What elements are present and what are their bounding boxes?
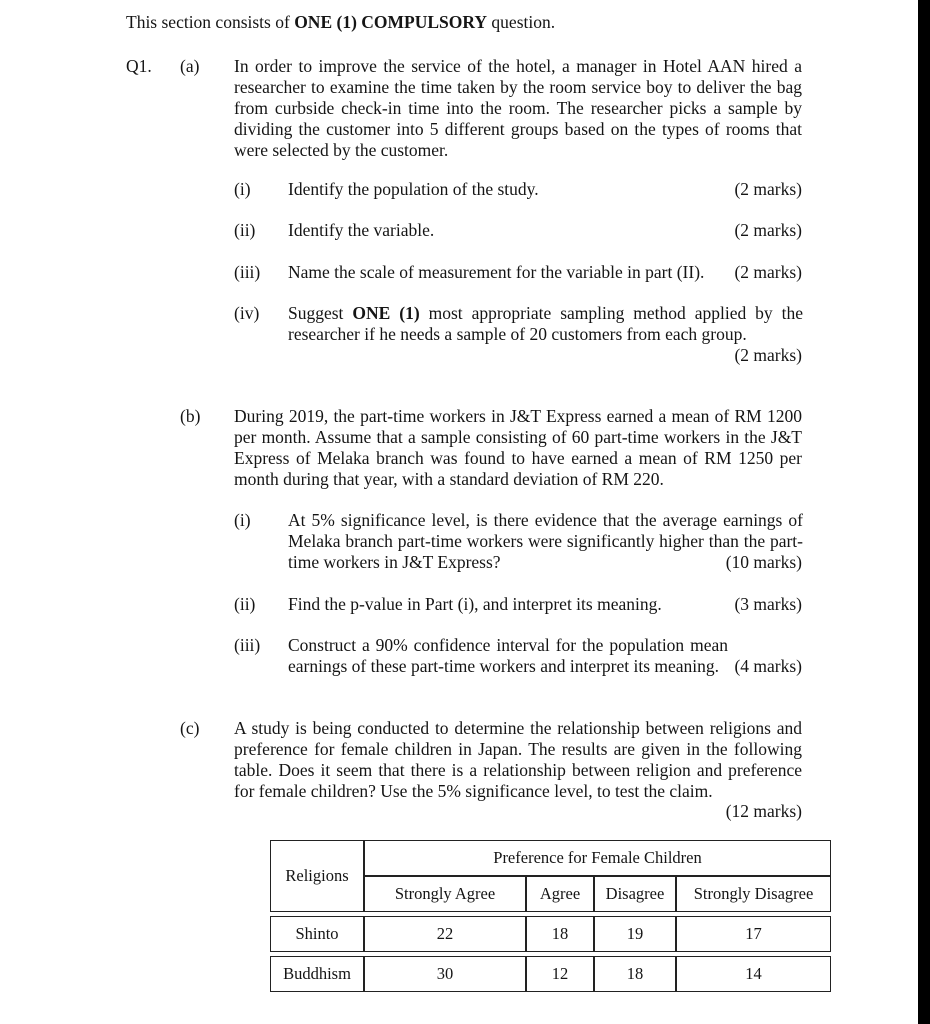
part-a-item-ii-text: Identify the variable. — [288, 220, 435, 240]
part-a-item-iii-marks: (2 marks) — [734, 262, 802, 282]
table-cell: 12 — [526, 956, 594, 992]
part-a-item-iv-text-after: most appropriate sampling method applied by the researcher if he needs a sample of 20 customers from each group. — [288, 303, 804, 344]
table-row-header: Religions — [270, 840, 364, 912]
part-b-item-iii-text: Construct a 90% confidence interval for the population mean earnings of these part-time workers and interpret its meaning. — [288, 635, 728, 676]
part-a-item-iii-text: Name the scale of measurement for the variable in part (II). — [288, 262, 705, 282]
part-a-item-ii-marks: (2 marks) — [734, 220, 802, 240]
part-a-item-iv-marks: (2 marks) — [734, 345, 802, 365]
part-b-item-iii-marks: (4 marks) — [734, 656, 802, 676]
section-intro-prefix: This section consists of — [126, 12, 295, 32]
part-b-item-ii-marks: (3 marks) — [734, 594, 802, 614]
table-cell: 30 — [364, 956, 526, 992]
question-number: Q1. — [126, 56, 152, 76]
table-cell-religion: Buddhism — [270, 956, 364, 992]
part-a-item-i-label: (i) — [234, 179, 251, 199]
table-row — [270, 956, 831, 992]
part-c-marks: (12 marks) — [725, 801, 802, 821]
part-a-item-i-text: Identify the population of the study. — [288, 179, 539, 199]
part-b-text: During 2019, the part-time workers in J&T Express earned a mean of RM 1200 per month. Assume that a sample consisting of 60 part-time workers in the J&T Express of Melaka branch was found to have earned a mean of RM 1250 per month during that year, with a standard deviation of RM 220. — [234, 406, 802, 489]
table-col-header: Disagree — [594, 876, 676, 912]
part-b-item-ii-label: (ii) — [234, 594, 256, 614]
table-cell-religion: Shinto — [270, 916, 364, 952]
part-a-item-iv-label: (iv) — [234, 303, 260, 323]
section-intro-suffix: question. — [487, 12, 556, 32]
table-row — [270, 916, 831, 952]
part-c-text: A study is being conducted to determine the relationship between religions and preference for female children in Japan. The results are given in the following table. Does it seem that there is a relationship between religion and preference for female children? Use the 5% significance level, to test the claim. — [234, 718, 802, 801]
section-intro-bold: ONE (1) COMPULSORY — [294, 12, 488, 32]
table-col-header: Agree — [526, 876, 594, 912]
part-a-label: (a) — [180, 56, 200, 76]
table-col-header: Strongly Disagree — [676, 876, 831, 912]
part-a-item-iv-text-bold: ONE (1) — [352, 303, 420, 323]
table-cell: 19 — [594, 916, 676, 952]
table-cell: 18 — [594, 956, 676, 992]
table-cell: 18 — [526, 916, 594, 952]
part-a-item-iv-text-before: Suggest — [288, 303, 353, 323]
part-b-label: (b) — [180, 406, 201, 426]
part-a-item-iv-text — [288, 303, 803, 345]
table-cell: 22 — [364, 916, 526, 952]
part-a-item-ii-label: (ii) — [234, 220, 256, 240]
part-b-item-iii-label: (iii) — [234, 635, 261, 655]
part-a-item-iii-label: (iii) — [234, 262, 261, 282]
part-b-item-i-text: At 5% significance level, is there evidence that the average earnings of Melaka branch part-time workers were significantly higher than the part-time workers in J&T Express? — [288, 510, 803, 572]
part-a-item-i-marks: (2 marks) — [734, 179, 802, 199]
part-b-item-i-label: (i) — [234, 510, 251, 530]
part-a-text: In order to improve the service of the hotel, a manager in Hotel AAN hired a researcher to examine the time taken by the room service boy to deliver the bag from curbside check-in time into the room. The researcher picks a sample by dividing the customer into 5 different groups based on the types of rooms that were selected by the customer. — [234, 56, 802, 160]
table-cell: 14 — [676, 956, 831, 992]
part-c-label: (c) — [180, 718, 200, 738]
section-intro — [126, 12, 555, 33]
religion-preference-table — [270, 840, 831, 992]
table-group-header: Preference for Female Children — [364, 840, 831, 876]
part-b-item-i-marks: (10 marks) — [725, 552, 802, 572]
part-b-item-ii-text: Find the p-value in Part (i), and interpret its meaning. — [288, 594, 662, 614]
table-cell: 17 — [676, 916, 831, 952]
table-col-header: Strongly Agree — [364, 876, 526, 912]
